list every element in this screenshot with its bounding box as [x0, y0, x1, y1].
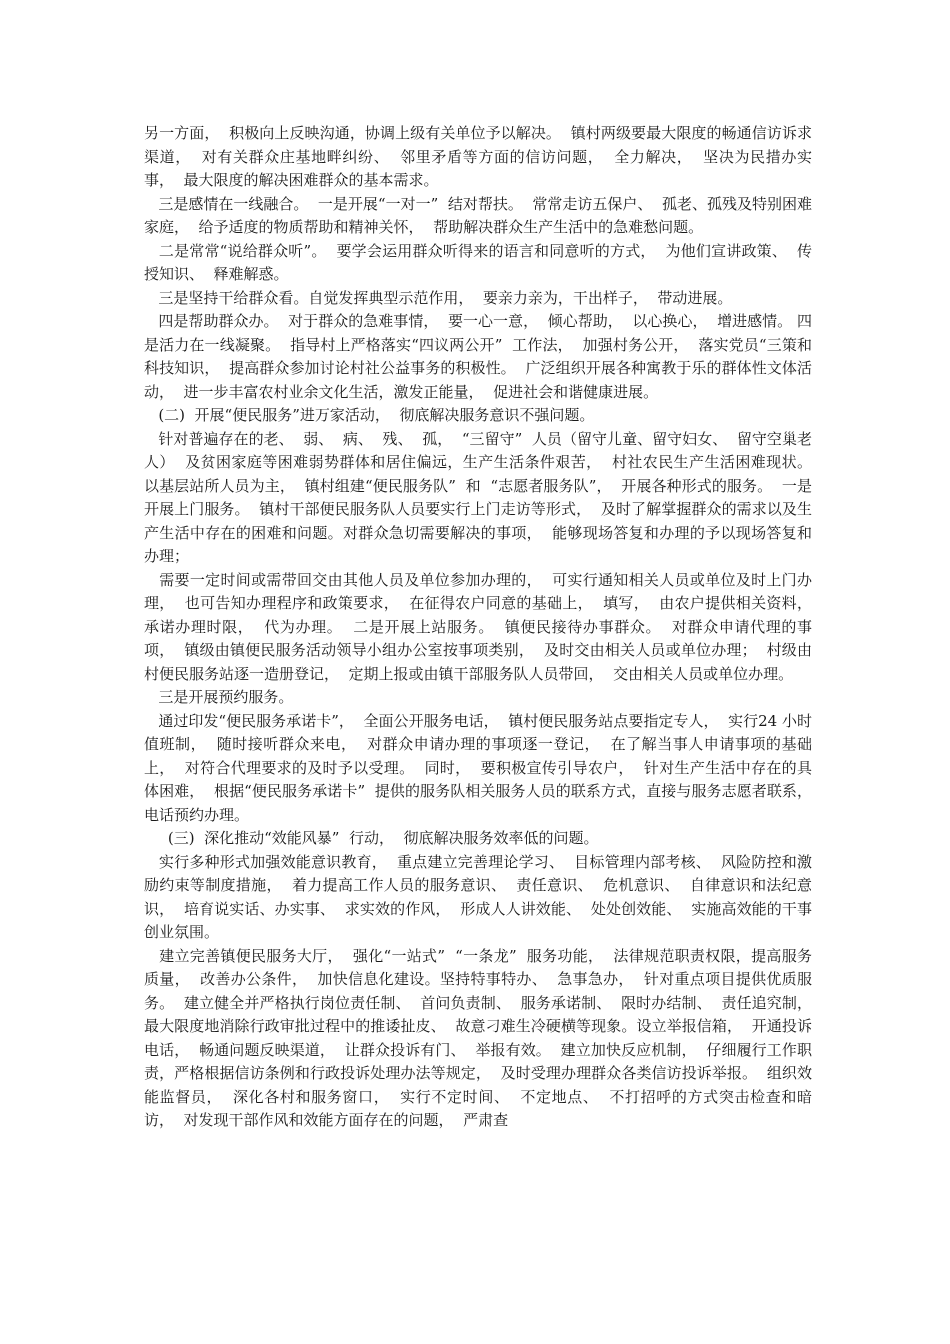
- paragraph: 四是帮助群众办。 对于群众的急难事情， 要一心一意， 倾心帮助， 以心换心， 增进感情。 四是活力在一线凝聚。 指导村上严格落实“四议两公开” 工作法， 加强村务公开， 落实党员“三策和科技知识， 提高群众参加讨论村社公益事务的积极性。 广泛组织开展各种寓教于乐的群体性文体活动， 进一步丰富农村业余文化生活，激发正能量， 促进社会和谐健康进展。: [144, 312, 812, 401]
- paragraph: 通过印发“便民服务承诺卡”， 全面公开服务电话， 镇村便民服务站点要指定专人， 实行24 小时值班制， 随时接听群众来电， 对群众申请办理的事项逐一登记， 在了解当事人申请事项的基础上， 对符合代理要求的及时予以受理。 同时， 要积极宣传引导农户， 针对生产生活中存在的具体困难， 根据“便民服务承诺卡” 提供的服务队相关服务人员的联系方式，直接与服务志愿者联系， 电话预约办理。: [144, 711, 822, 824]
- paragraph: 三是坚持干给群众看。自觉发挥典型示范作用， 要亲力亲为，干出样子， 带动进展。: [144, 288, 733, 307]
- paragraph: 针对普遍存在的老、 弱、 病、 残、 孤， “三留守” 人员（留守儿童、留守妇女、 留守空巢老人） 及贫困家庭等困难弱势群体和居住偏远，生产生活条件艰苦， 村社农民生产生活困难现状。 以基层站所人员为主， 镇村组建“便民服务队” 和 “志愿者服务队”， 开展各种形式的服务。 一是开展上门服务。 镇村干部便民服务队人员要实行上门走访等形式， 及时了解掌握群众的需求以及生产生活中存在的困难和问题。对群众急切需要解决的事项， 能够现场答复和办理的予以现场答复和办理；: [144, 429, 822, 565]
- paragraph: 二是常常“说给群众听”。 要学会运用群众听得来的语言和同意听的方式， 为他们宣讲政策、 传授知识、 释难解惑。: [144, 241, 812, 283]
- document-body: [144, 122, 822, 1133]
- paragraph: 实行多种形式加强效能意识教育， 重点建立完善理论学习、 目标管理内部考核、 风险防控和激励约束等制度措施， 着力提高工作人员的服务意识、 责任意识、 危机意识、 自律意识和法纪意识， 培育说实话、办实事、 求实效的作风， 形成人人讲效能、 处处创效能、 实施高效能的干事创业氛围。: [144, 852, 812, 941]
- paragraph: 建立完善镇便民服务大厅， 强化“一站式” “一条龙” 服务功能， 法律规范职责权限，提高服务质量， 改善办公条件， 加快信息化建设。坚持特事特办、 急事急办， 针对重点项目提供优质服务。 建立健全并严格执行岗位责任制、 首问负责制、 服务承诺制、 限时办结制、 责任追究制， 最大限度地消除行政审批过程中的推诿扯皮、 故意刁难生冷硬横等现象。设立举报信箱， 开通投诉电话， 畅通问题反映渠道， 让群众投诉有门、 举报有效。 建立加快反应机制， 仔细履行工作职责，严格根据信访条例和行政投诉处理办法等规定， 及时受理办理群众各类信访投诉举报。 组织效能监督员， 深化各村和服务窗口， 实行不定时间、 不定地点、 不打招呼的方式突击检查和暗访， 对发现干部作风和效能方面存在的问题， 严肃查: [144, 946, 822, 1129]
- section-heading: (二) 开展“便民服务”进万家活动， 彻底解决服务意识不强问题。: [144, 406, 595, 424]
- paragraph: 三是感情在一线融合。 一是开展“一对一” 结对帮扶。 常常走访五保户、 孤老、孤残及特别困难家庭， 给予适度的物质帮助和精神关怀， 帮助解决群众生产生活中的急难愁问题。: [144, 194, 812, 236]
- paragraph: 需要一定时间或需带回交由其他人员及单位参加办理的， 可实行通知相关人员或单位及时上门办理， 也可告知办理程序和政策要求， 在征得农户同意的基础上， 填写， 由农户提供相关资料， 承诺办理时限， 代为办理。 二是开展上站服务。 镇便民接待办事群众。 对群众申请代理的事项， 镇级由镇便民服务活动领导小组办公室按事项类别， 及时交由相关人员或单位办理； 村级由村便民服务站逐一造册登记， 定期上报或由镇干部服务队人员带回， 交由相关人员或单位办理。: [144, 570, 822, 683]
- paragraph: 三是开展预约服务。: [144, 688, 294, 706]
- section-heading: (三) 深化推动“效能风暴” 行动， 彻底解决服务效率低的问题。: [144, 829, 599, 847]
- paragraph: 另一方面， 积极向上反映沟通，协调上级有关单位予以解决。 镇村两级要最大限度的畅通信访诉求渠道， 对有关群众庄基地畔纠纷、 邻里矛盾等方面的信访问题， 全力解决， 坚决为民措办实事， 最大限度的解决困难群众的基本需求。: [144, 124, 812, 189]
